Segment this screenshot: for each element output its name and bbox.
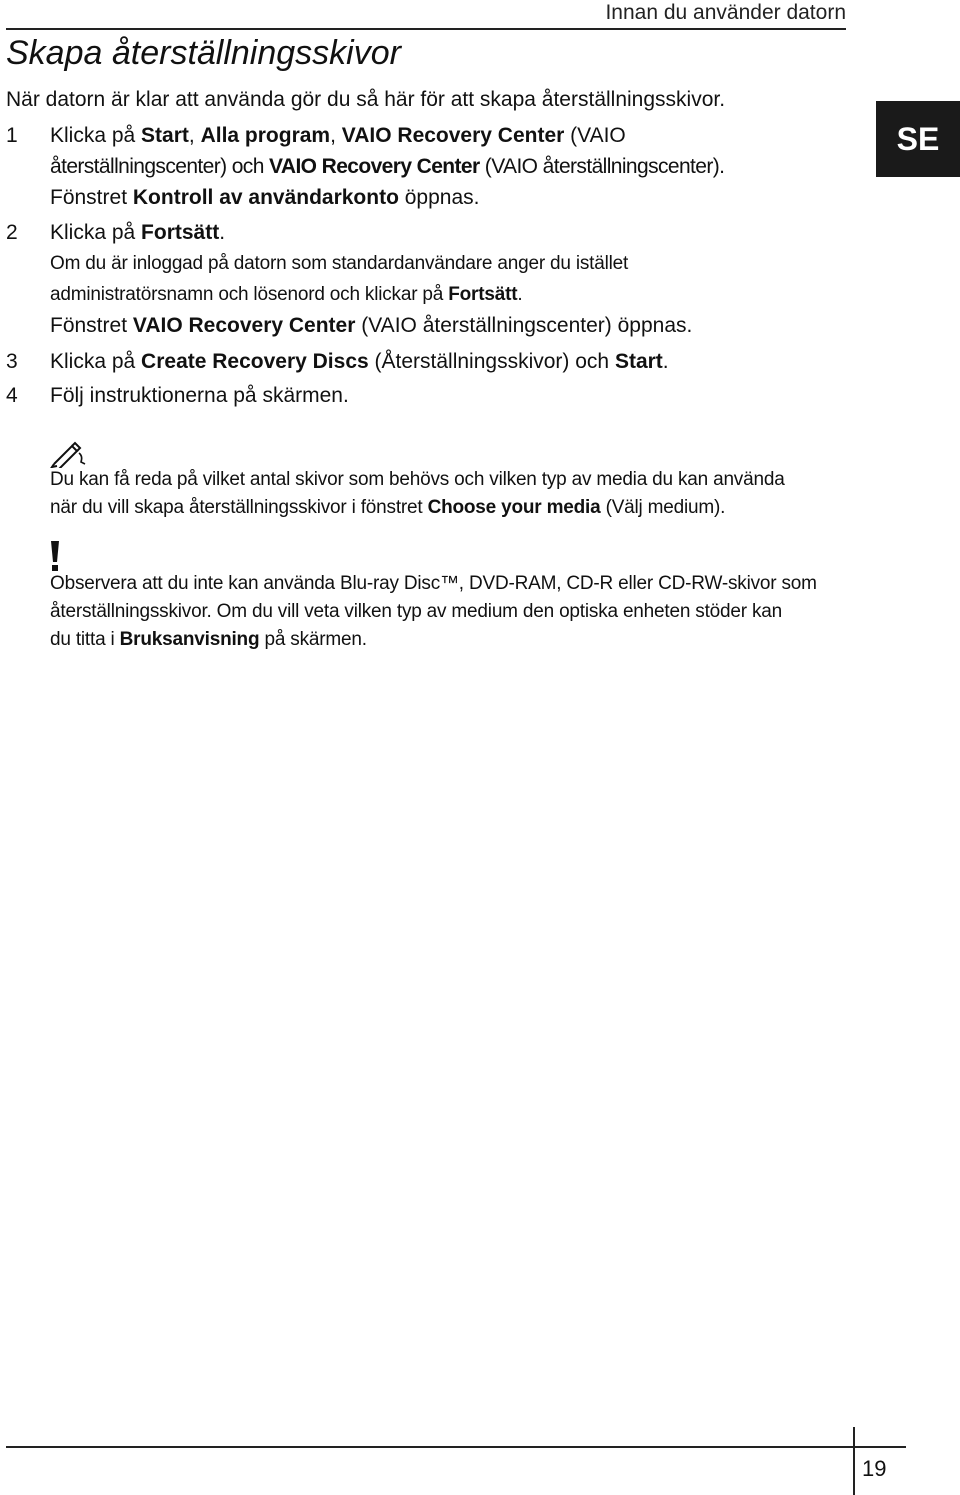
note-line-2 [50,494,850,522]
bold-text: Start [614,350,663,373]
running-header: Innan du använder datorn [605,1,846,24]
step-number: 2 [6,221,18,244]
step-number: 4 [6,384,18,407]
bold-text: Fortsätt [141,221,220,244]
step-1 [6,120,866,213]
text: (Återställningsskivor) och [368,350,615,373]
bold-text: VAIO Recovery Center [341,124,565,147]
bold-text: Create Recovery Discs [141,350,369,373]
footer-divider [853,1427,855,1495]
text: Klicka på [50,124,142,147]
text: (VAIO återställningscenter) öppnas. [355,314,693,337]
step-3 [6,346,866,377]
warning-line-1: Observera att du inte kan använda Blu-ray Disc™, DVD-RAM, CD-R eller CD-RW-skivor som [50,573,817,594]
step-2 [6,217,866,341]
step-4-line: Följ instruktionerna på skärmen. [50,384,349,407]
text: . [219,221,226,244]
bold-text: Choose your media [427,497,601,518]
note-text [50,466,850,522]
text: Fönstret [50,314,133,337]
page-number: 19 [862,1456,887,1481]
step-2-condition-line-2 [50,279,866,310]
text: administratörsnamn och lösenord och klickar på [50,284,449,305]
step-2-line-1 [50,217,866,248]
text: , [188,124,201,147]
text: . [662,350,669,373]
bold-text: VAIO Recovery Center [269,155,480,178]
step-number: 1 [6,124,18,147]
bold-text: Alla program [200,124,331,147]
footer-rule [6,1446,906,1448]
page-title: Skapa återställningsskivor [6,34,401,72]
bold-text: VAIO Recovery Center [132,314,356,337]
step-1-line-1 [50,120,866,151]
warning-line-3 [50,626,850,654]
step-4 [6,380,866,411]
text: (Välj medium). [600,497,726,518]
bold-text: Bruksanvisning [119,629,260,650]
text: Klicka på [50,221,142,244]
step-3-line [50,346,866,377]
bold-text: Kontroll av användarkonto [132,186,399,209]
warning-text [50,570,850,654]
step-1-line-3 [50,182,866,213]
text: återställningscenter) och [50,155,270,178]
text: , [330,124,342,147]
step-1-line-2 [50,151,866,182]
steps-list [6,120,866,411]
bold-text: Start [141,124,189,147]
text: . [517,284,523,305]
text: Fönstret [50,186,133,209]
text: öppnas. [398,186,480,209]
text: (VAIO [564,124,626,147]
text: när du vill skapa återställningsskivor i fönstret [50,497,428,518]
text: på skärmen. [259,629,367,650]
warning-line-2: återställningsskivor. Om du vill veta vilken typ av medium den optiska enheten stöder kan [50,601,783,622]
header-rule [6,28,846,30]
text: (VAIO återställningscenter). [479,155,725,178]
step-2-window-line [50,310,866,341]
step-number: 3 [6,350,18,373]
note-line-1: Du kan få reda på vilket antal skivor som behövs och vilken typ av media du kan använda [50,469,785,490]
text: Klicka på [50,350,142,373]
language-tab: SE [876,101,960,177]
step-2-condition-line-1: Om du är inloggad på datorn som standardanvändare anger du istället [50,253,629,274]
intro-text: När datorn är klar att använda gör du så här för att skapa återställningsskivor. [6,88,726,111]
bold-text: Fortsätt [448,284,518,305]
text: du titta i [50,629,120,650]
